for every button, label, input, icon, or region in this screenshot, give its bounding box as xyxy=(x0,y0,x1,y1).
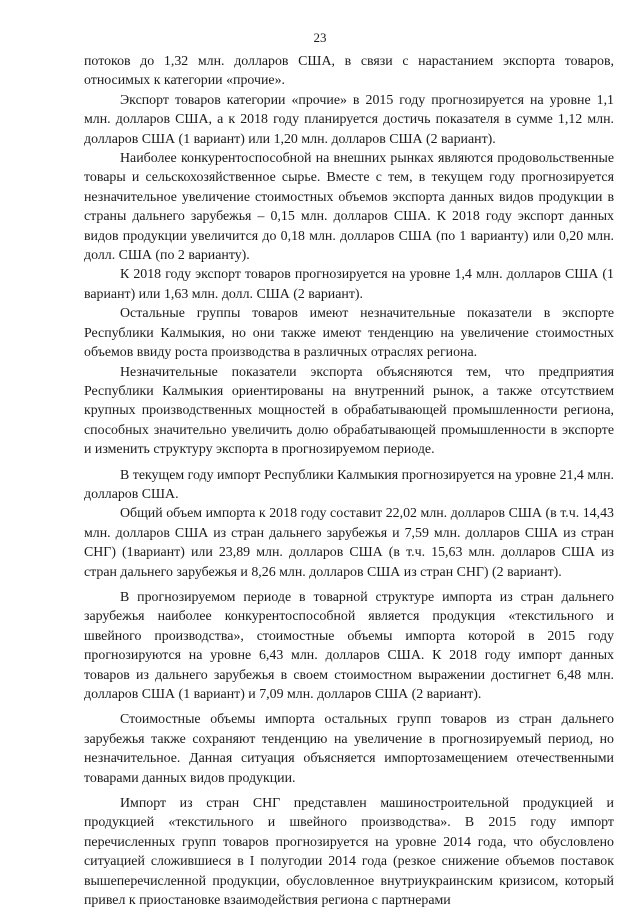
paragraph-3: Наиболее конкурентоспособной на внешних рынках являются продовольственные товары и сельскохозяйственное сырье. Вместе с тем, в текущем году прогнозируется незначительное увеличение стоимостных объемов экспорта данных видов продукции в страны дальнего зарубежья – 0,15 млн. долларов США. К 2018 году экспорт данных видов продукции увеличится до 0,18 млн. долларов США (по 1 варианту) или 0,20 млн. долл. США (по 2 варианту). xyxy=(84,151,614,264)
paragraph-8: Общий объем импорта к 2018 году составит 22,02 млн. долларов США (в т.ч. 14,43 млн. долларов США из стран дальнего зарубежья и 7,59 млн. долларов США из стран СНГ) (1вариант) или 23,89 млн. долларов США (в т.ч. 15,63 млн. долларов США из стран дальнего зарубежья и 8,26 млн. долларов США из стран СНГ) (2 вариант). xyxy=(84,506,614,580)
paragraph-1: потоков до 1,32 млн. долларов США, в связи с нарастанием экспорта товаров, относимых к категории «прочие». xyxy=(84,54,614,89)
paragraph-10: Стоимостные объемы импорта остальных групп товаров из стран дальнего зарубежья также сохраняют тенденцию на увеличение в прогнозируемый период, но незначительное. Данная ситуация объясняется импортозамещением отечественными товарами данных видов продукции. xyxy=(84,712,614,786)
paragraph-6: Незначительные показатели экспорта объясняются тем, что предприятия Республики Калмыкия ориентированы на внутренний рынок, а также отсутствием крупных производственных мощностей в обрабатывающей промышленности региона, способных значительно увеличить долю обрабатывающей промышленности в экспорте и изменить структуру экспорта в прогнозируемом периоде. xyxy=(84,364,614,458)
paragraph-2: Экспорт товаров категории «прочие» в 2015 году прогнозируется на уровне 1,1 млн. долларов США, а к 2018 году планируется достичь показателя в сумме 1,12 млн. долларов США (1 вариант) или 1,20 млн. долларов США (2 вариант). xyxy=(84,92,614,147)
paragraph-9: В прогнозируемом периоде в товарной структуре импорта из стран дальнего зарубежья наиболее конкурентоспособной является продукция «текстильного и швейного производства», стоимостные объемы импорта которой в 2015 году прогнозируются на уровне 6,43 млн. долларов США. К 2018 году импорт данных товаров из дальнего зарубежья в своем стоимостном выражении достигнет 6,48 млн. долларов США (1 вариант) и 7,09 млн. долларов США (2 вариант). xyxy=(84,589,614,702)
paragraph-4: К 2018 году экспорт товаров прогнозируется на уровне 1,4 млн. долларов США (1 вариант) или 1,63 млн. долл. США (2 вариант). xyxy=(84,267,614,302)
document-body xyxy=(84,52,614,910)
page-number: 23 xyxy=(313,30,327,45)
paragraph-5: Остальные группы товаров имеют незначительные показатели в экспорте Республики Калмыкия, но они также имеют тенденцию на увеличение стоимостных объемов ввиду роста производства в различных отраслях региона. xyxy=(84,306,614,361)
paragraph-7: В текущем году импорт Республики Калмыкия прогнозируется на уровне 21,4 млн. долларов США. xyxy=(84,467,614,502)
paragraph-11: Импорт из стран СНГ представлен машиностроительной продукцией и продукцией «текстильного и швейного производства». В 2015 году импорт перечисленных групп товаров прогнозируется на уровне 2014 года, что обусловлено ситуацией сложившиеся в I полугодии 2014 года (резкое снижение объемов поставок вышеперечисленной продукции, обусловленное внутриукраинским кризисом, который привел к приостановке взаимодействия региона с партнерами xyxy=(84,796,614,909)
